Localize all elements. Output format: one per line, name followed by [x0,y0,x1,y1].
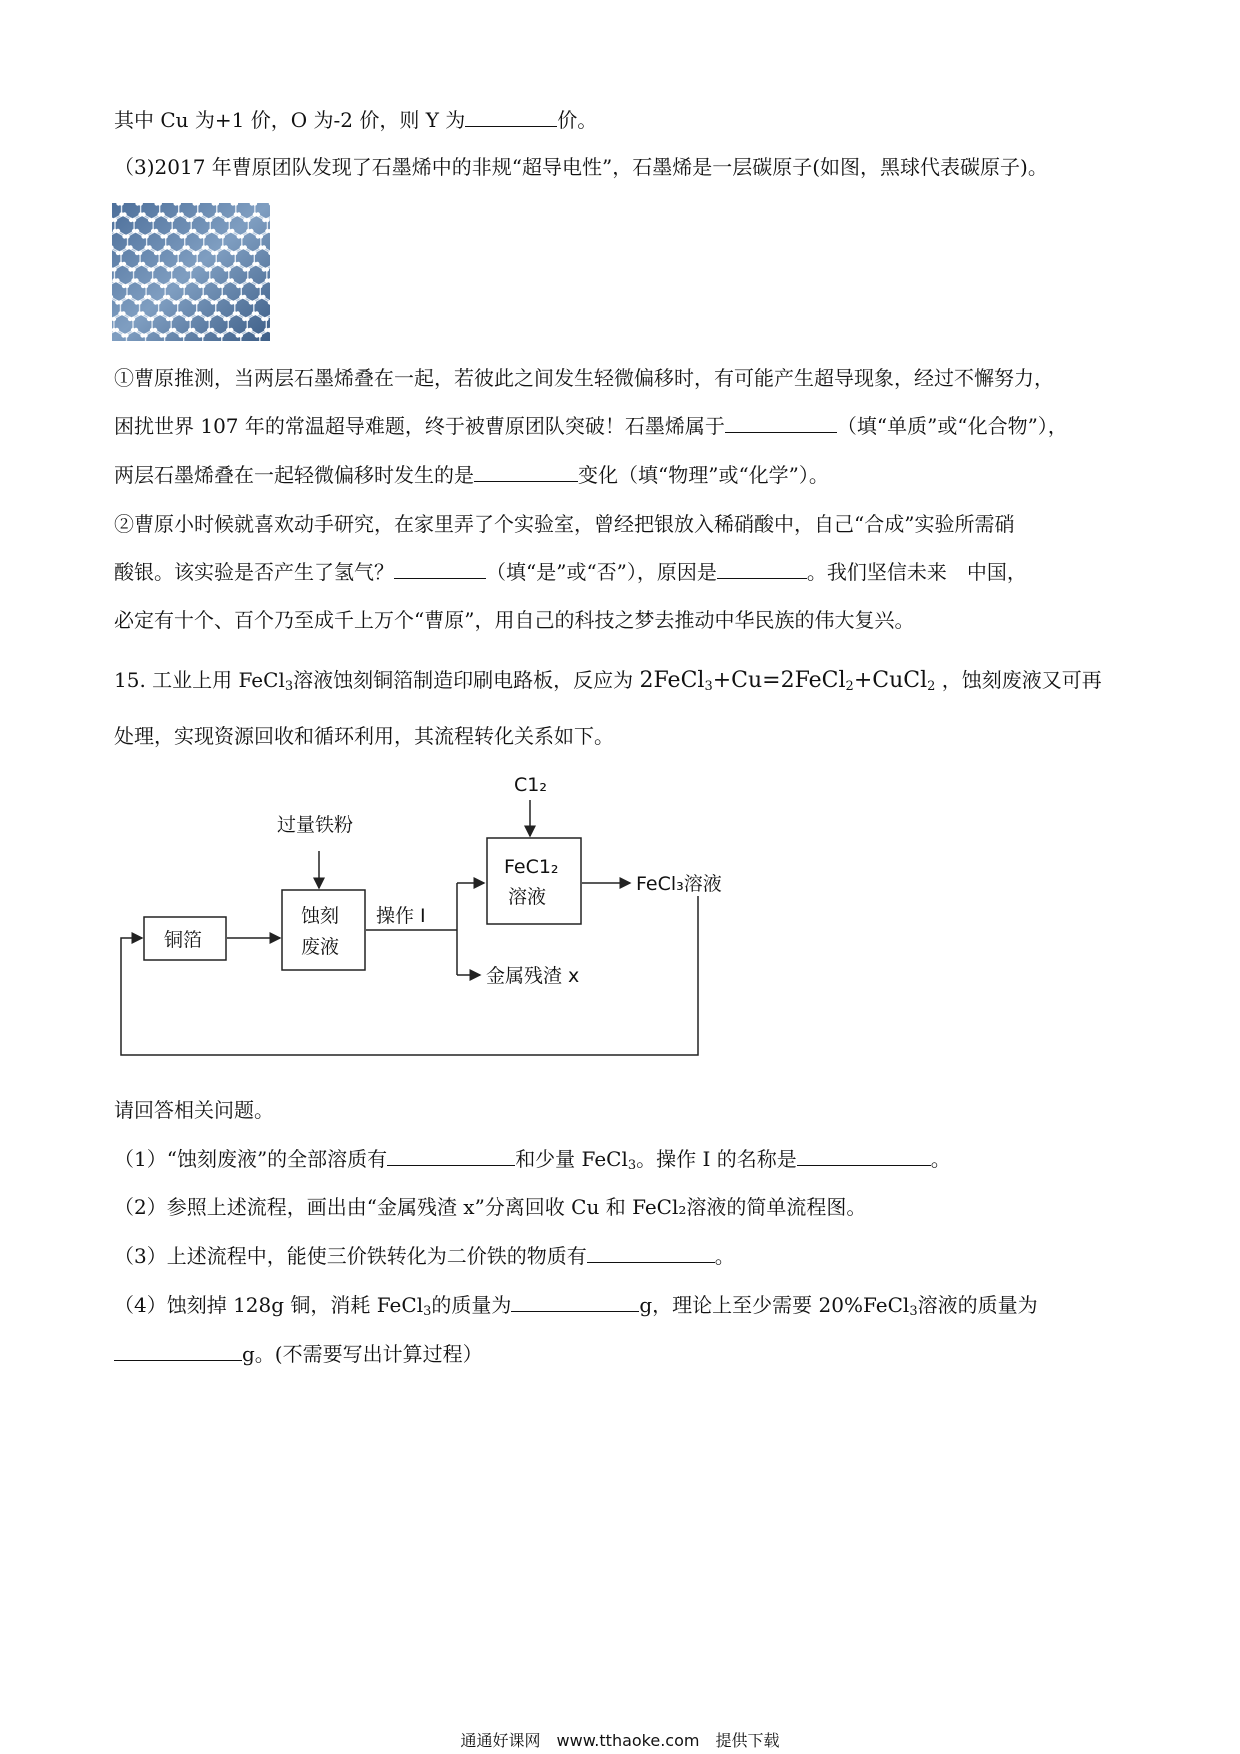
carbon-atom [221,234,225,238]
carbon-atom [122,212,126,216]
text-line: 困扰世界 107 年的常温超导难题，终于被曹原团队突破！石墨烯属于 （填“单质”或“化合物”）， [114,414,1068,438]
carbon-atom [246,218,250,222]
carbon-atom [179,212,183,216]
carbon-atom [261,295,265,299]
process-flowchart [112,770,752,1070]
carbon-atom [229,328,233,332]
reaction-equation: 2FeCl$_3$+Cu=2FeCl$_2$+CuCl$_2$ [639,668,936,694]
carbon-atom [227,218,231,222]
carbon-atom [208,218,212,222]
carbon-atom [248,328,252,332]
carbon-atom [175,300,179,304]
carbon-atom [141,262,145,266]
carbon-atom [147,295,151,299]
carbon-atom [128,245,132,249]
carbon-atom [200,333,204,337]
carbon-atom [122,262,126,266]
carbon-atom [141,212,145,216]
carbon-atom [197,311,201,315]
carbon-atom [131,317,135,321]
carbon-atom [115,328,119,332]
carbon-atom [237,212,241,216]
carbon-atom [192,229,196,233]
carbon-atom [188,267,192,271]
carbon-atom [245,317,249,321]
carbon-atom [185,245,189,249]
carbon-atom [249,278,253,282]
carbon-atom [181,333,185,337]
carbon-atom [217,311,221,315]
carbon-atom [182,284,186,288]
carbon-atom [134,328,138,332]
carbon-atom [265,218,269,222]
carbon-atom [150,267,154,271]
answer-blank[interactable] [717,558,807,579]
text-line: 必定有十个、百个乃至成千上万个“曹原”，用自己的科技之梦去推动中华民族的伟大复兴。 [114,608,915,632]
carbon-atom [178,311,182,315]
carbon-atom [144,234,148,238]
question-15-stem: 15. 工业上用 FeCl$_3$溶液蚀刻铜箔制造印刷电路板，反应为 2FeCl$_3$+Cu=2FeCl$_2$+CuCl$_2$ ，蚀刻废液又可再 [114,668,1102,694]
carbon-atom [255,311,259,315]
carbon-atom [150,317,154,321]
text-line: 两层石墨烯叠在一起轻微偏移时发生的是 变化（填“物理”或“化学”）。 [114,463,829,487]
carbon-atom [204,295,208,299]
carbon-atom [255,262,259,266]
carbon-atom [140,311,144,315]
carbon-atom [179,262,183,266]
carbon-atom [230,229,234,233]
carbon-atom [236,311,240,315]
carbon-atom [160,212,164,216]
copper-foil-label: 铜箔 [164,929,203,951]
carbon-atom [189,218,193,222]
carbon-atom [239,284,243,288]
carbon-atom [226,317,230,321]
carbon-atom [201,284,205,288]
subquestion-2: （2）参照上述流程，画出由“金属残渣 x”分离回收 Cu 和 FeCl₂溶液的简单流程图。 [114,1195,867,1219]
carbon-atom [211,278,215,282]
carbon-atom [138,251,142,255]
subquestion-4: （4）蚀刻掉 128g 铜，消耗 FeCl$_3$的质量为 g，理论上至少需要 20%FeCl$_3$溶液的质量为 [114,1293,1038,1319]
carbon-atom [220,284,224,288]
carbon-atom [205,245,209,249]
carbon-atom [211,229,215,233]
answer-blank[interactable] [587,1242,715,1263]
carbon-atom [125,284,129,288]
fecl2-solution-box [487,838,581,924]
carbon-atom [195,251,199,255]
carbon-atom [223,295,227,299]
carbon-atom [153,328,157,332]
cl2-label: C1₂ [514,774,547,796]
carbon-atom [224,245,228,249]
carbon-atom [230,278,234,282]
carbon-atom [151,218,155,222]
metal-residue-label: 金属残渣 x [486,965,580,987]
answer-blank[interactable] [797,1145,931,1166]
carbon-atom [137,300,141,304]
carbon-atom [147,245,151,249]
carbon-atom [121,311,125,315]
carbon-atom [172,278,176,282]
carbon-atom [153,278,157,282]
subquestion-3: （3）上述流程中，能使三价铁转化为二价铁的物质有 。 [114,1244,735,1268]
text-line: （3)2017 年曹原团队发现了石墨烯中的非规“超导电性”，石墨烯是一层碳原子(如图，黑球代表碳原子)。 [114,155,1048,179]
carbon-atom [162,333,166,337]
waste-liquid-box [282,890,365,970]
text-line: 酸银。该实验是否产生了氢气？ （填“是”或“否”），原因是 。我们坚信未来 中国， [114,560,1027,584]
carbon-atom [214,251,218,255]
subquestion-1: （1）“蚀刻废液”的全部溶质有 和少量 FeCl$_3$。操作 I 的名称是 。 [114,1147,951,1173]
carbon-atom [144,284,148,288]
answer-blank[interactable] [387,1145,515,1166]
carbon-atom [243,245,247,249]
answer-blank[interactable] [465,106,557,127]
carbon-atom [191,278,195,282]
carbon-atom [256,212,260,216]
carbon-atom [199,212,203,216]
carbon-atom [194,300,198,304]
carbon-atom [135,229,139,233]
carbon-atom [185,295,189,299]
carbon-atom [259,234,263,238]
carbon-atom [233,300,237,304]
carbon-atom [246,267,250,271]
answer-blank[interactable] [725,412,837,433]
carbon-atom [166,245,170,249]
carbon-atom [119,251,123,255]
carbon-atom [262,245,266,249]
fecl2-label-1: FeC1₂ [504,856,559,878]
carbon-atom [207,317,211,321]
text-line: 处理，实现资源回收和循环利用，其流程转化关系如下。 [114,724,614,748]
carbon-atom [118,300,122,304]
carbon-atom [198,262,202,266]
carbon-atom [220,333,224,337]
text-line: ①曹原推测，当两层石墨烯叠在一起，若彼此之间发生轻微偏移时，有可能产生超导现象，经过不懈努力， [114,366,1054,390]
carbon-atom [143,333,147,337]
carbon-atom [210,328,214,332]
carbon-atom [236,262,240,266]
excess-iron-label: 过量铁粉 [277,814,354,836]
carbon-atom [116,229,120,233]
carbon-atom [252,251,256,255]
carbon-atom [208,267,212,271]
subquestion-4-cont: g。(不需要写出计算过程） [114,1340,483,1368]
carbon-atom [170,218,174,222]
carbon-atom [218,212,222,216]
carbon-atom [169,267,173,271]
fecl2-label-2: 溶液 [508,886,547,908]
carbon-atom [115,278,119,282]
carbon-atom [214,300,218,304]
carbon-atom [157,251,161,255]
carbon-atom [264,317,268,321]
carbon-atom [125,234,129,238]
carbon-atom [134,278,138,282]
carbon-atom [159,311,163,315]
carbon-atom [242,295,246,299]
carbon-atom [172,328,176,332]
carbon-atom [163,234,167,238]
carbon-atom [265,267,269,271]
carbon-atom [240,234,244,238]
carbon-atom [154,229,158,233]
carbon-atom [249,229,253,233]
graphene-image [112,203,270,341]
carbon-atom [112,267,116,271]
carbon-atom [173,229,177,233]
carbon-atom [113,218,117,222]
text-line: 请回答相关问题。 [114,1098,274,1122]
fecl3-output-label: FeCl₃溶液 [636,873,722,895]
answer-blank[interactable] [511,1291,639,1312]
carbon-atom [217,262,221,266]
carbon-atom [227,267,231,271]
carbon-atom [124,333,128,337]
waste-liquid-label-1: 蚀刻 [301,905,340,927]
carbon-atom [258,333,262,337]
carbon-atom [258,284,262,288]
carbon-atom [176,251,180,255]
carbon-atom [169,317,173,321]
answer-blank[interactable] [114,1340,242,1361]
carbon-atom [156,300,160,304]
answer-blank[interactable] [474,461,578,482]
carbon-atom [239,333,243,337]
footer-credit: 通通好课网 www.tthaoke.com 提供下载 [460,1731,780,1750]
carbon-atom [128,295,132,299]
carbon-atom [163,284,167,288]
carbon-atom [132,218,136,222]
carbon-atom [191,328,195,332]
carbon-atom [252,300,256,304]
carbon-atom [233,251,237,255]
waste-liquid-label-2: 废液 [301,936,340,958]
carbon-atom [188,317,192,321]
operation-label: 操作 I [376,905,426,927]
carbon-atom [202,234,206,238]
answer-blank[interactable] [394,558,486,579]
carbon-atom [182,234,186,238]
carbon-atom [166,295,170,299]
text-line: 其中 Cu 为+1 价，O 为-2 价，则 Y 为 价。 [114,108,598,132]
carbon-atom [160,262,164,266]
text-line: ②曹原小时候就喜欢动手研究，在家里弄了个实验室，曾经把银放入稀硝酸中，自己“合成”实验所需硝 [114,512,1015,536]
carbon-atom [131,267,135,271]
